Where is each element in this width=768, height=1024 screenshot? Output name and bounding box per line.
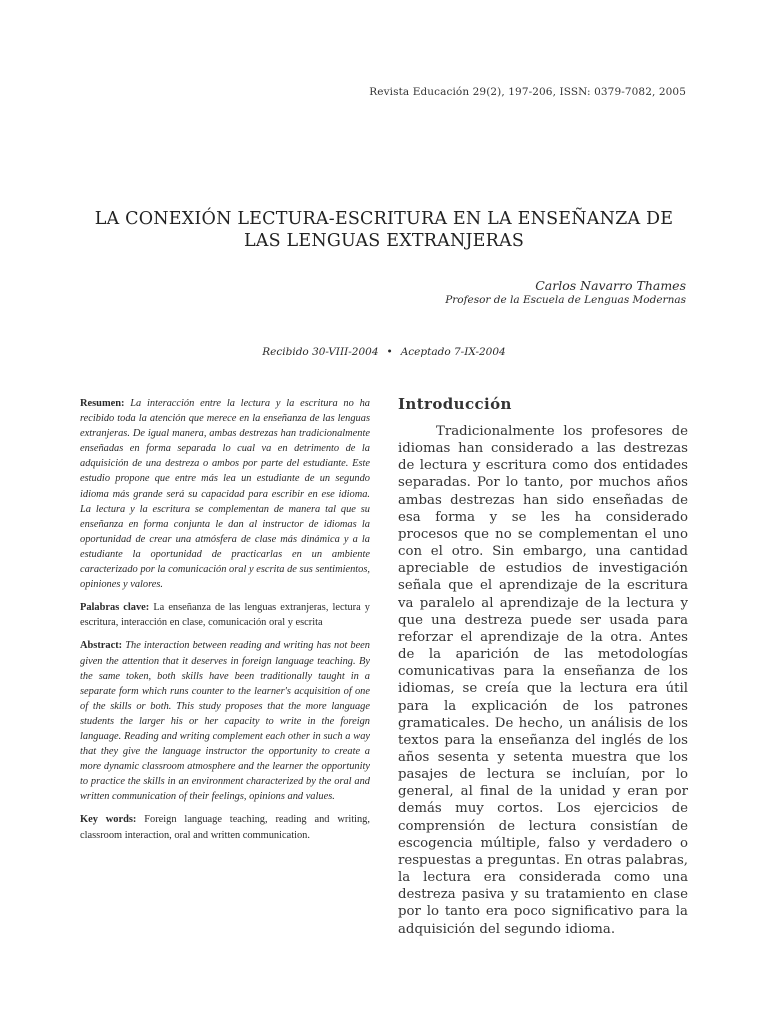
key-words-text: Foreign language teaching, reading and writing, classroom interaction, oral and written communication.	[80, 814, 370, 841]
palabras-clave-text: La enseñanza de las lenguas extranjeras, lectura y escritura, interacción en clase, comunicación oral y escrita	[80, 602, 370, 629]
abstract-text: The interaction between reading and writing has not been given the attention that it deserves in foreign language teaching. By the same token, both skills have been traditionally taught in a separate form which runs counter to the learner's acquisition of one of the skills or both. This study proposes that the more language students the larger his or her capacity to write in the foreign language. Reading and writing complement each other in such a way that they give the language instructor the opportunity to create a more dynamic classroom atmosphere and the learner the opportunity to practice the skills in an environment characterized by the oral and written communication of their feelings, opinions and values.	[80, 640, 370, 803]
key-words-label: Key words:	[80, 814, 137, 826]
palabras-clave-label: Palabras clave:	[80, 602, 150, 614]
journal-reference: Revista Educación 29(2), 197-206, ISSN: 0379-7082, 2005	[369, 86, 686, 98]
resumen-text: La interacción entre la lectura y la escritura no ha recibido toda la atención que merece en la enseñanza de las lenguas extranjeras. De igual manera, ambas destrezas han tradicionalmente enseñadas en forma separada lo cual va en detrimento de la adquisición de una destreza o ambos por parte del estudiante. Este estudio propone que entre más lea un estudiante de un segundo idioma más grande será su capacidad para escribir en ese idioma. La lectura y la escritura se complementan de manera tal que su enseñanza en forma conjunta le dan al instructor de idiomas la oportunidad de crear una atmósfera de clase más dinámica y a la estudiante la oportunidad de practicarlas en un ambiente caracterizado por la comunicación oral y escrita de sus sentimientos, opiniones y valores.	[80, 398, 370, 591]
author-affiliation: Profesor de la Escuela de Lenguas Modernas	[445, 294, 686, 306]
accepted-date: Aceptado 7-IX-2004	[400, 346, 506, 358]
resumen-label: Resumen:	[80, 398, 125, 409]
introduction-section	[398, 395, 688, 938]
key-words-paragraph	[80, 812, 370, 842]
submission-dates	[0, 346, 768, 358]
received-date: Recibido 30-VIII-2004	[262, 346, 379, 358]
introduction-body: Tradicionalmente los profesores de idiomas han considerado a las destrezas de lectura y escritura como dos entidades separadas. Por lo tanto, por muchos años ambas destrezas han sido enseñadas de esa forma y se les ha considerado procesos que no se complementan el uno con el otro. Sin embargo, una cantidad apreciable de estudios de investigación señala que el aprendizaje de la escritura va paralelo al aprendizaje de la lectura y que una destreza puede ser usada para reforzar el aprendizaje de la otra. Antes de la aparición de las metodologías comunicativas para la enseñanza de los idiomas, se creía que la lectura era útil para la explicación de los patrones gramaticales. De hecho, un análisis de los textos para la enseñanza del inglés de los años sesenta y setenta muestra que los pasajes de lectura se incluían, por lo general, al final de la unidad y eran por demás muy cortos. Los ejercicios de comprensión de lectura consistían de escogencia múltiple, falso y verdadero o respuestas a preguntas. En otras palabras, la lectura era considerada como una destreza pasiva y su tratamiento en clase por lo tanto era poco significativo para la adquisición del segundo idioma.	[398, 424, 688, 937]
title-line-1: LA CONEXIÓN LECTURA-ESCRITURA EN LA ENSEÑANZA DE	[94, 209, 674, 229]
title-line-2: LAS LENGUAS EXTRANJERAS	[243, 231, 525, 251]
abstract-paragraph	[80, 638, 370, 804]
section-heading: Introducción	[398, 395, 512, 413]
resumen-paragraph	[80, 396, 370, 592]
abstract-column	[80, 396, 370, 851]
article-title	[70, 208, 698, 252]
abstract-label: Abstract:	[80, 640, 123, 652]
date-separator: •	[386, 346, 393, 358]
author-name: Carlos Navarro Thames	[535, 278, 686, 293]
palabras-clave-paragraph	[80, 600, 370, 630]
